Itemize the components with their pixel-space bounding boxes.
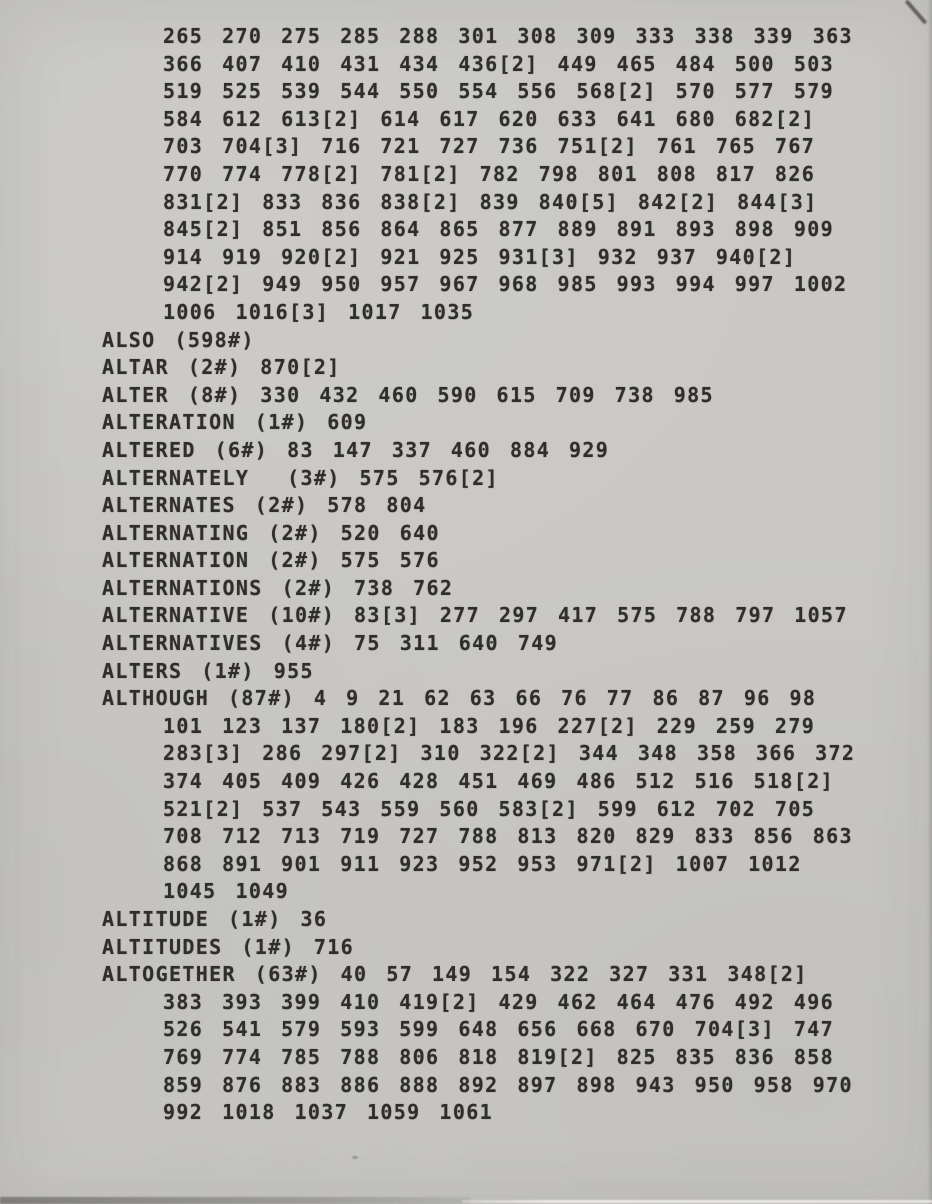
index-line-31: 868 891 901 911 923 952 953 971[2] 1007 1012 xyxy=(163,851,802,876)
index-line-1: 265 270 275 285 288 301 308 309 333 338 339 363 xyxy=(163,24,853,48)
index-line-5: 703 704[3] 716 721 727 736 751[2] 761 765 767 xyxy=(163,134,816,159)
index-line-20: ALTERNATION (2#) 575 576 xyxy=(102,548,440,573)
index-line-18: ALTERNATES (2#) 578 804 xyxy=(102,493,427,518)
page-edge-shade-right xyxy=(927,0,932,1204)
index-line-9: 914 919 920[2] 921 925 931[3] 932 937 940[2] xyxy=(163,244,797,269)
index-line-30: 708 712 713 719 727 788 813 820 829 833 856 863 xyxy=(163,824,853,849)
index-line-22: ALTERNATIVE (10#) 83[3] 277 297 417 575 788 797 1057 xyxy=(102,603,848,628)
index-line-28: 374 405 409 426 428 451 469 486 512 516 518[2] xyxy=(163,769,834,794)
index-line-36: 383 393 399 410 419[2] 429 462 464 476 492 496 xyxy=(163,989,834,1014)
index-line-39: 859 876 883 886 888 892 897 898 943 950 958 970 xyxy=(163,1072,853,1097)
index-line-15: ALTERATION (1#) 609 xyxy=(102,410,368,435)
index-line-4: 584 612 613[2] 614 617 620 633 641 680 682[2] xyxy=(163,106,816,131)
index-line-40: 992 1018 1037 1059 1061 xyxy=(163,1100,493,1125)
index-line-6: 770 774 778[2] 781[2] 782 798 801 808 817 826 xyxy=(163,161,816,186)
page-edge-shadow-bottom-left xyxy=(0,1197,470,1204)
index-line-11: 1006 1016[3] 1017 1035 xyxy=(163,299,475,324)
index-line-14: ALTER (8#) 330 432 460 590 615 709 738 985 xyxy=(102,382,714,407)
index-line-2: 366 407 410 431 434 436[2] 449 465 484 500 503 xyxy=(163,51,834,76)
ink-mark-icon xyxy=(905,0,928,25)
index-line-12: ALSO (598#) xyxy=(102,327,255,352)
index-line-3: 519 525 539 544 550 554 556 568[2] 570 577 579 xyxy=(163,79,834,104)
index-line-8: 845[2] 851 856 864 865 877 889 891 893 898 909 xyxy=(163,217,834,242)
index-line-16: ALTERED (6#) 83 147 337 460 884 929 xyxy=(102,437,610,462)
index-line-37: 526 541 579 593 599 648 656 668 670 704[3] 747 xyxy=(163,1017,834,1042)
index-line-38: 769 774 785 788 806 818 819[2] 825 835 836 858 xyxy=(163,1044,834,1069)
paper-speck xyxy=(352,1156,358,1159)
index-line-7: 831[2] 833 836 838[2] 839 840[5] 842[2] 844[3] xyxy=(163,189,818,214)
index-line-29: 521[2] 537 543 559 560 583[2] 599 612 702 705 xyxy=(163,796,816,821)
index-line-25: ALTHOUGH (87#) 4 9 21 62 63 66 76 77 86 87 96 98 xyxy=(102,686,817,711)
index-line-33: ALTITUDE (1#) 36 xyxy=(102,907,328,931)
index-line-34: ALTITUDES (1#) 716 xyxy=(102,934,355,959)
index-line-24: ALTERS (1#) 955 xyxy=(102,658,314,683)
index-line-10: 942[2] 949 950 957 967 968 985 993 994 997 1002 xyxy=(163,272,848,297)
index-line-35: ALTOGETHER (63#) 40 57 149 154 322 327 331 348[2] xyxy=(102,962,808,987)
index-line-23: ALTERNATIVES (4#) 75 311 640 749 xyxy=(102,631,559,656)
index-line-19: ALTERNATING (2#) 520 640 xyxy=(102,520,440,545)
index-line-26: 101 123 137 180[2] 183 196 227[2] 229 259 279 xyxy=(163,713,816,738)
index-line-27: 283[3] 286 297[2] 310 322[2] 344 348 358 366 372 xyxy=(163,741,856,766)
text-block xyxy=(102,23,855,1127)
index-line-13: ALTAR (2#) 870[2] xyxy=(102,355,341,380)
index-line-17: ALTERNATELY (3#) 575 576[2] xyxy=(102,465,499,490)
index-line-32: 1045 1049 xyxy=(163,879,290,904)
index-line-21: ALTERNATIONS (2#) 738 762 xyxy=(102,575,454,600)
page-edge-highlight-bottom-right xyxy=(462,1200,932,1203)
